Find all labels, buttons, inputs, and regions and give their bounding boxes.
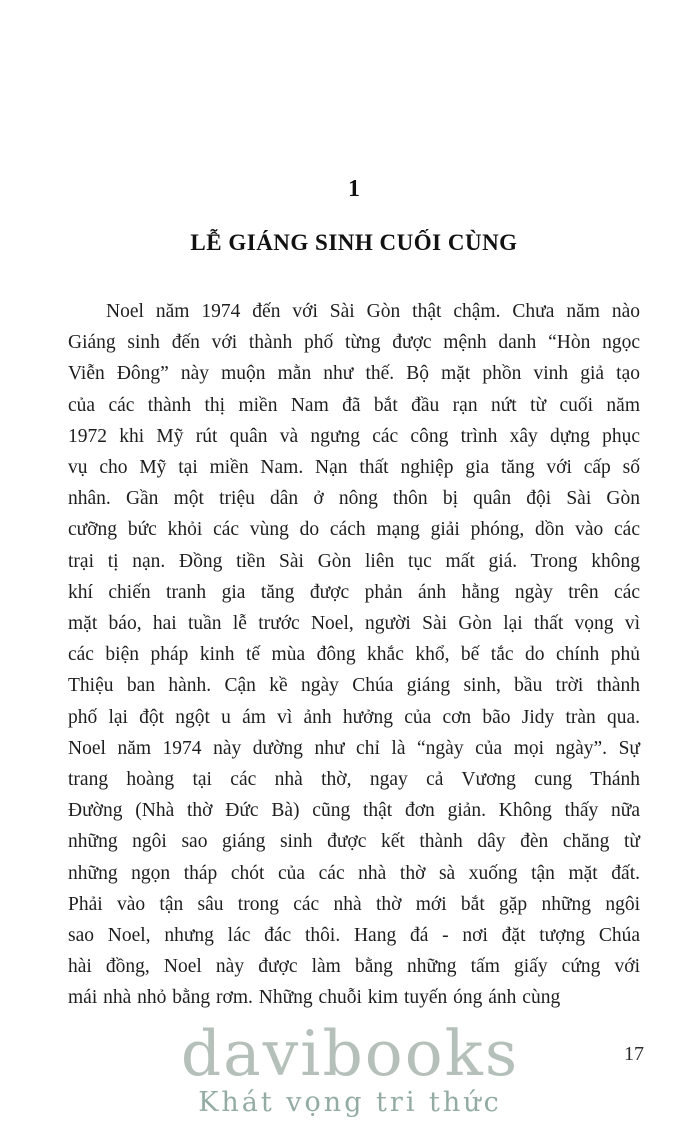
body-line: Phải vào tận sâu trong các nhà thờ mới bắt gặp những ngôi — [68, 893, 640, 915]
watermark-tagline: Khát vọng tri thức — [198, 1087, 502, 1118]
body-line: Giáng sinh đến với thành phố từng được mệnh danh “Hòn ngọc — [68, 332, 640, 354]
body-line: những ngọn tháp chót của các nhà thờ sà xuống tận mặt đất. — [68, 862, 640, 884]
body-line: Đường (Nhà thờ Đức Bà) cũng thật đơn giản. Không thấy nữa — [68, 800, 640, 822]
body-line: mái nhà nhỏ bằng rơm. Những chuỗi kim tuyến óng ánh cùng — [68, 987, 561, 1009]
body-line: Thiệu ban hành. Cận kề ngày Chúa giáng sinh, bầu trời thành — [68, 675, 640, 697]
body-line: những ngôi sao giáng sinh được kết thành dây đèn chăng từ — [68, 831, 640, 853]
body-line: mặt báo, hai tuần lễ trước Noel, người Sài Gòn lại thất vọng vì — [68, 613, 640, 635]
chapter-number: 1 — [348, 176, 360, 202]
body-line: sao Noel, nhưng lác đác thôi. Hang đá - nơi đặt tượng Chúa — [68, 925, 640, 947]
body-line: trang hoàng tại các nhà thờ, ngay cả Vương cung Thánh — [68, 769, 640, 791]
watermark-logo-text: davibooks — [180, 1017, 520, 1090]
body-line: vụ cho Mỹ tại miền Nam. Nạn thất nghiệp gia tăng với cấp số — [68, 457, 640, 479]
body-line: của các thành thị miền Nam đã bắt đầu rạn nứt từ cuối năm — [68, 394, 640, 416]
body-line: nhân. Gần một triệu dân ở nông thôn bị quân đội Sài Gòn — [68, 488, 640, 510]
watermark — [142, 1017, 558, 1118]
body-line: phố lại đột ngột u ám vì ảnh hưởng của cơn bão Jidy tràn qua. — [68, 706, 640, 728]
body-line: hài đồng, Noel này được làm bằng những tấm giấy cứng với — [68, 956, 640, 978]
body-line: khí chiến tranh gia tăng được phản ánh hằng ngày trên các — [68, 581, 640, 603]
body-line: Noel năm 1974 này dường như chỉ là “ngày của mọi ngày”. Sự — [68, 737, 640, 759]
body-line: các biện pháp kinh tế mùa đông khắc khổ, bế tắc do chính phủ — [68, 644, 640, 666]
page-number: 17 — [624, 1043, 644, 1065]
body-line: cưỡng bức khỏi các vùng do cách mạng giải phóng, dồn vào các — [68, 519, 640, 541]
chapter-title: LỄ GIÁNG SINH CUỐI CÙNG — [190, 230, 518, 255]
body-line: trại tị nạn. Đồng tiền Sài Gòn liên tục mất giá. Trong không — [68, 550, 640, 572]
body-line: Viễn Đông” này muộn mằn như thế. Bộ mặt phồn vinh giả tạo — [68, 363, 640, 385]
body-line: 1972 khi Mỹ rút quân và ngưng các công trình xây dựng phục — [68, 425, 640, 447]
body-line: Noel năm 1974 đến với Sài Gòn thật chậm. Chưa năm nào — [106, 301, 640, 322]
body-paragraph — [68, 296, 640, 1014]
